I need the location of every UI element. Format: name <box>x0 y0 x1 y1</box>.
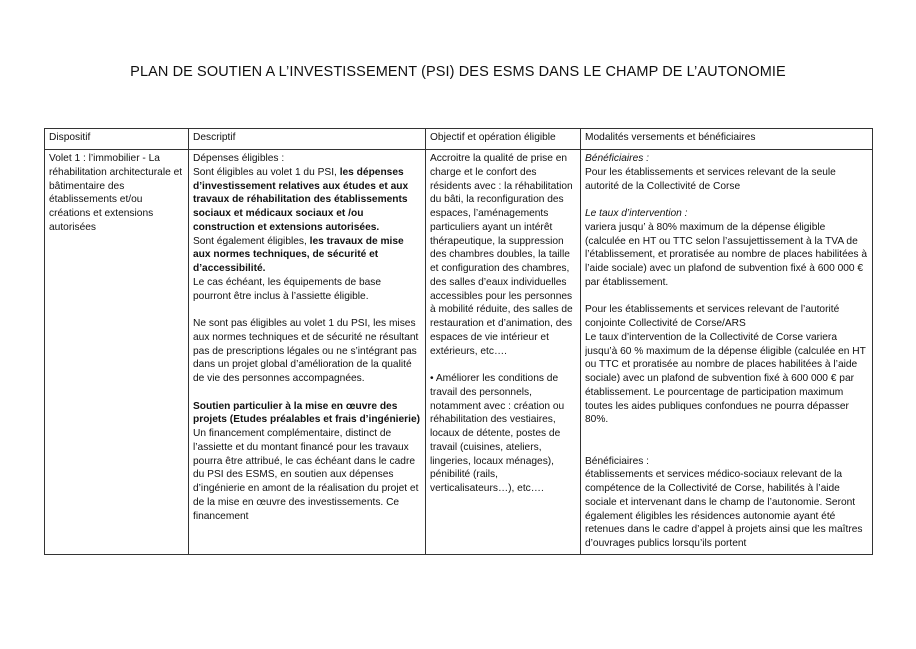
document-title: PLAN DE SOUTIEN A L’INVESTISSEMENT (PSI) DES ESMS DANS LE CHAMP DE L’AUTONOMIE <box>130 64 786 80</box>
table-header-row <box>45 129 873 150</box>
conjointe-text: Pour les établissements et services relevant de l’autorité conjointe Collectivité de Corse/ARS <box>585 304 840 329</box>
beneficiaires-text-2: établissements et services médico-sociaux relevant de la compétence de la Collectivité de Corse, habilités à l’aide sociale et intervenant dans le champ de l’autonomie. Seront également éligibles les résidences autonomie ayant été retenues dans le cadre d’appel à projets ainsi que les maîtres d’ouvrages publics lorsqu’ils portent <box>585 469 863 549</box>
cell-descriptif <box>189 150 426 555</box>
psi-table <box>44 128 873 555</box>
objectif-conditions: • Améliorer les conditions de travail des personnels, notamment avec : création ou réhabilitation des vestiaires, locaux de détente, postes de travail (cuisines, ateliers, lingeries, locaux ménages), pénibilité (rails, verticalisateurs…), etc…. <box>430 373 565 494</box>
header-objectif: Objectif et opération éligible <box>426 129 581 150</box>
header-modalites: Modalités versements et bénéficiaires <box>581 129 873 150</box>
beneficiaires-text: Pour les établissements et services relevant de la seule autorité de la Collectivité de Corse <box>585 166 836 192</box>
also-eligible-intro: Sont également éligibles, <box>193 235 310 247</box>
soutien-heading: Soutien particulier à la mise en œuvre des projets (Etudes préalables et frais d’ingénierie) <box>193 400 421 426</box>
equipment-text: Le cas échéant, les équipements de base pourront être inclus à l’assiette éligible. <box>193 276 382 302</box>
not-eligible-text: Ne sont pas éligibles au volet 1 du PSI, les mises aux normes techniques et de sécurité ne résultant pas de prescriptions légales ou ne s’intégrant pas dans un projet global d’amélioration de la qualité de vie des personnes accompagnées. <box>193 318 419 384</box>
header-dispositif: Dispositif <box>45 129 189 150</box>
header-descriptif: Descriptif <box>189 129 426 150</box>
beneficiaires-label-2: Bénéficiaires : <box>585 455 649 467</box>
cell-objectif <box>426 150 581 555</box>
taux-text: variera jusqu’ à 80% maximum de la dépense éligible (calculée en HT ou TTC selon l’assujettissement à la TVA de l’établissement, et proratisée au nombre de places habilitées à l’aide sociale) avec un plafond de subvention fixé à 600 000 € par établissement. <box>585 221 868 288</box>
dispositif-text: Volet 1 : l’immobilier - La réhabilitation architecturale et bâtimentaire des établissements et/ou créations et extensions autorisées <box>49 153 183 233</box>
table-row <box>45 150 873 555</box>
cell-modalites <box>581 150 873 555</box>
eligible-intro: Sont éligibles au volet 1 du PSI, <box>193 166 340 178</box>
financement-text: Un financement complémentaire, distinct de l’assiette et du montant financé pour les travaux pourra être attribué, le cas échéant dans le cadre du PSI des ESMS, en soutien aux dépenses d’ingénierie en amont de la réalisation du projet et de la mise en œuvre des investissements. Ce financement <box>193 428 419 522</box>
objectif-qualite: Accroitre la qualité de prise en charge et le confort des résidents avec : la réhabilitation du bâti, la reconfiguration des espaces, l’aménagements particuliers ayant un intérêt thérapeutique, la suppression des chambres doubles, la taille et configuration des chambres, des salles d’eaux individuelles accessibles pour les personnes à mobilité réduite, des salles de restauration et d’animation, des espaces de vie intérieur et extérieurs, etc…. <box>430 153 573 357</box>
cell-dispositif <box>45 150 189 555</box>
beneficiaires-label: Bénéficiaires : <box>585 153 649 164</box>
eligible-bold: les dépenses d’investissement relatives aux études et aux travaux de réhabilitation des établissements sociaux et médicaux sociaux et /ou construction et extensions autorisées. <box>193 166 409 233</box>
depenses-heading: Dépenses éligibles : <box>193 153 285 164</box>
also-eligible-bold: les travaux de mise aux normes techniques, de sécurité et d’accessibilité. <box>193 235 404 274</box>
taux-conjointe-text: Le taux d’intervention de la Collectivité de Corse variera jusqu’à 60 % maximum de la dépense éligible (calculée en HT ou TTC et proratisée au nombre de places habilitées à l’aide sociale) avec un plafond de subvention fixé à 600 000 € par établissement. Le pourcentage de participation maximum toutes les aides publiques confondues ne pourra dépasser 80%. <box>585 331 866 426</box>
taux-label: Le taux d’intervention : <box>585 208 688 219</box>
